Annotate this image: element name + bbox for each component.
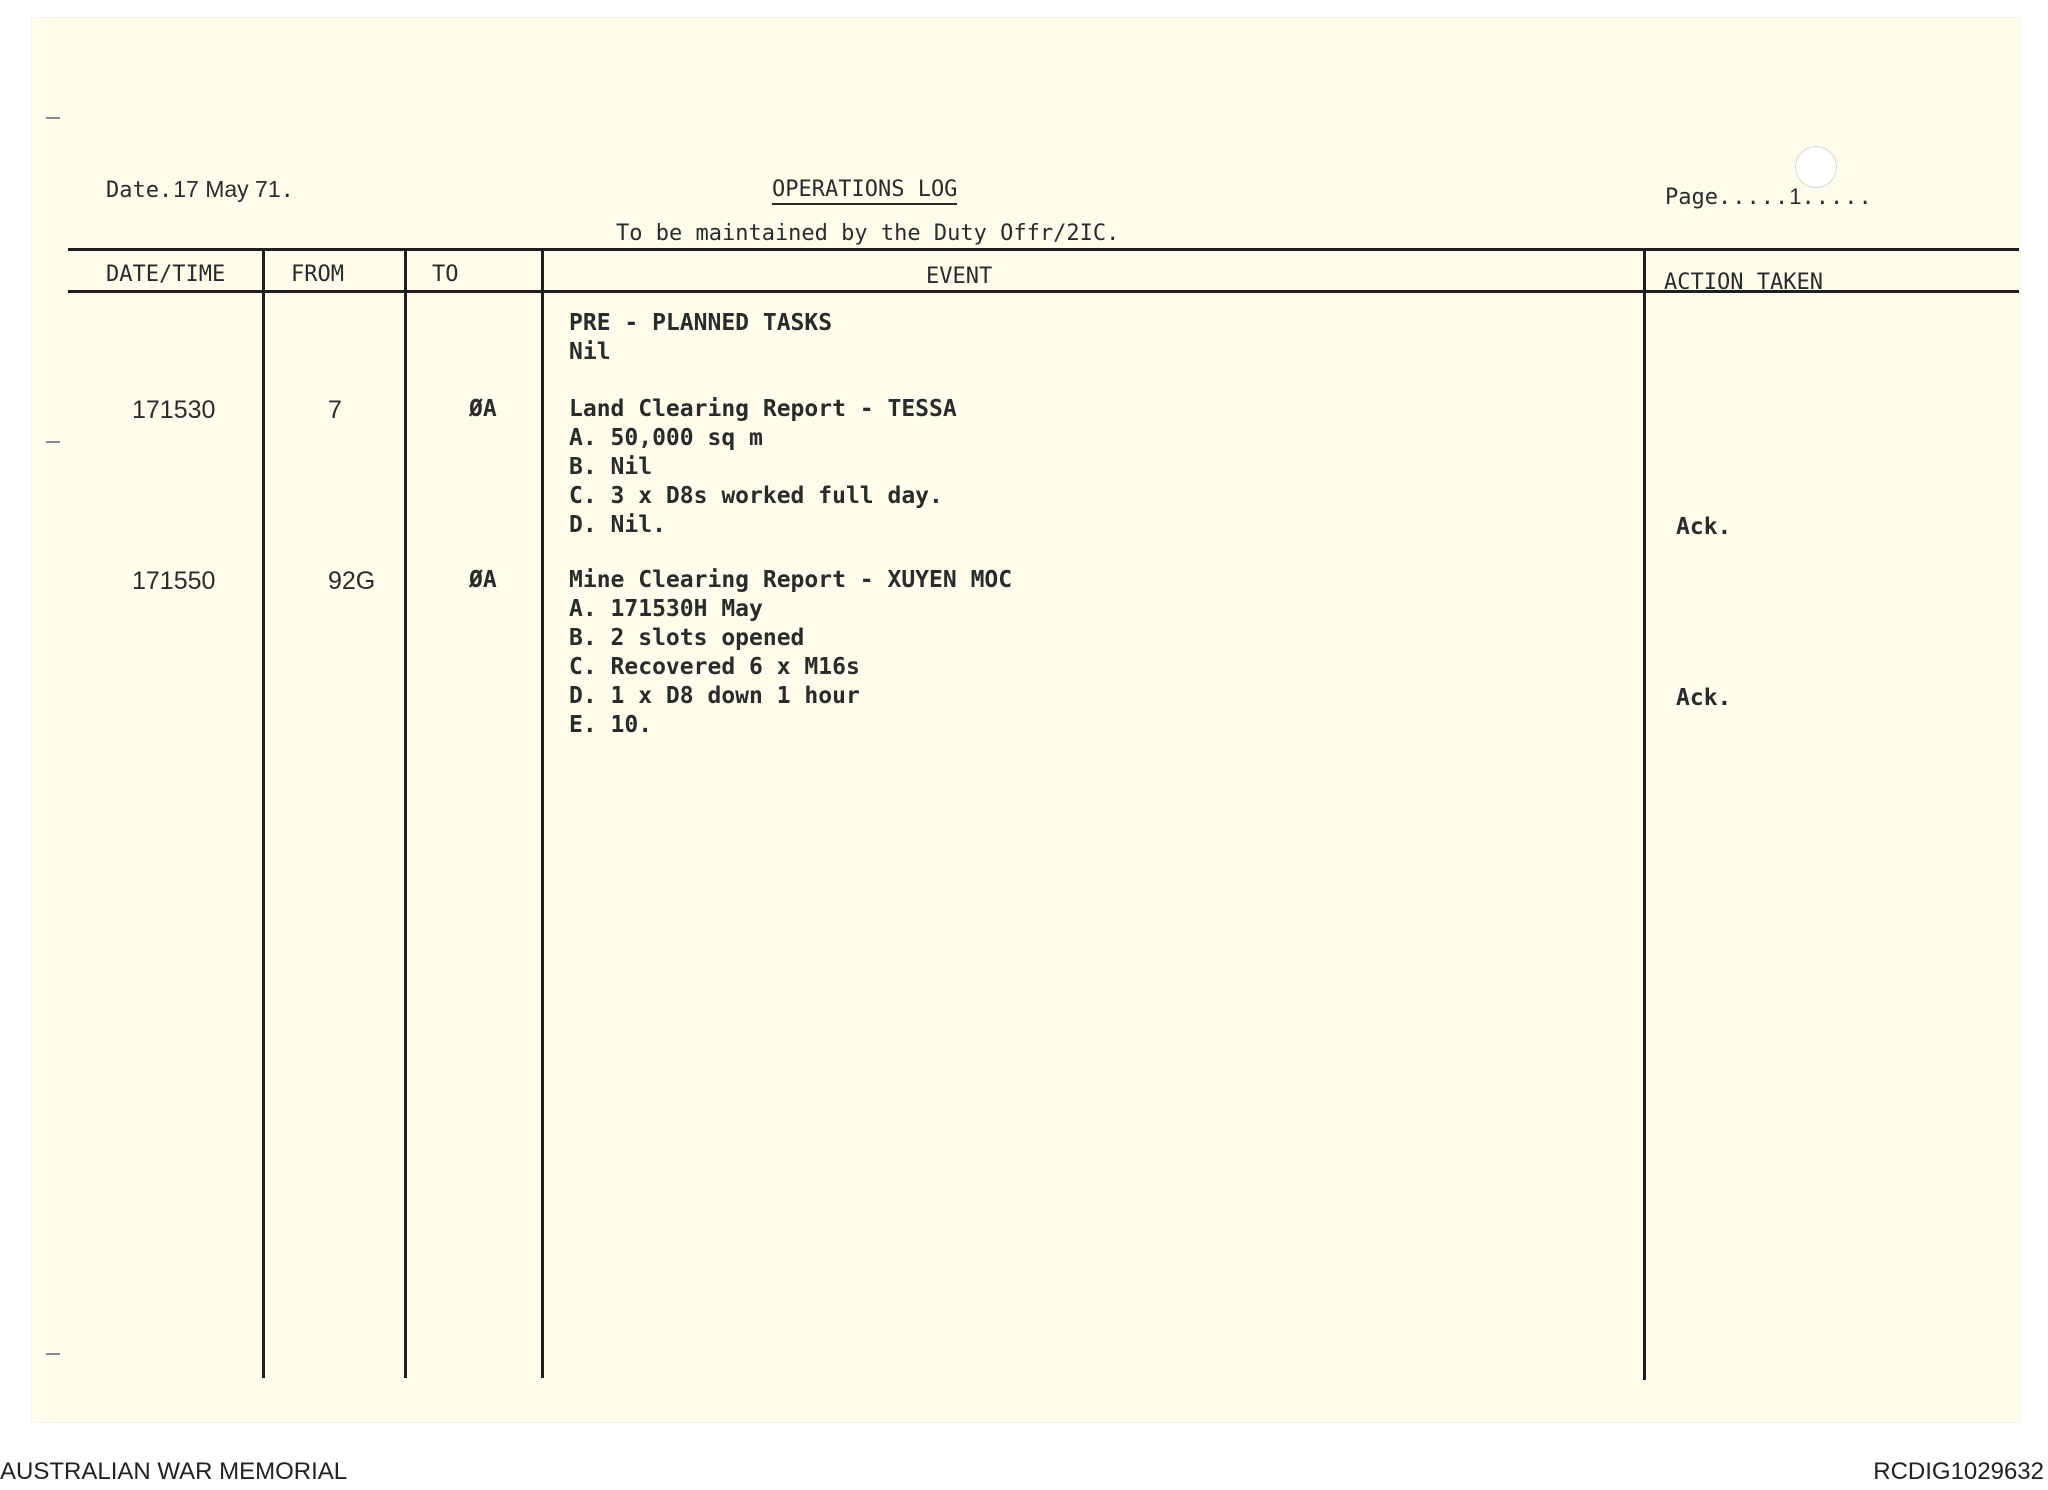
margin-mark: [46, 117, 60, 119]
event-line: B. 2 slots opened: [569, 625, 805, 651]
event-line: Land Clearing Report - TESSA: [569, 396, 957, 422]
event-line: D. 1 x D8 down 1 hour: [569, 683, 860, 709]
entry-action: Ack.: [1676, 685, 1732, 711]
entry-datetime: 171550: [132, 567, 216, 595]
margin-mark: [46, 441, 60, 443]
entry-from: 7: [328, 396, 342, 424]
archive-credit: AUSTRALIAN WAR MEMORIAL: [0, 1458, 348, 1485]
page-subtitle: To be maintained by the Duty Offr/2IC.: [616, 221, 1120, 246]
entry-action: Ack.: [1676, 514, 1732, 540]
column-divider: [262, 248, 265, 1378]
column-header-datetime: DATE/TIME: [106, 262, 226, 287]
event-line: A. 171530H May: [569, 596, 763, 622]
event-line: E. 10.: [569, 712, 653, 738]
page-label: Page: [1665, 185, 1718, 210]
entry-from: 92G: [328, 567, 376, 595]
entry-to: ØA: [469, 396, 497, 422]
archive-reference: RCDIG1029632: [1873, 1458, 2044, 1485]
page-number-field: Page.....1.....: [1665, 184, 1873, 210]
event-line: PRE - PLANNED TASKS: [569, 310, 833, 336]
column-divider: [541, 248, 544, 1378]
column-divider: [1643, 248, 1646, 1380]
page-number: 1: [1789, 184, 1802, 209]
event-line: C. 3 x D8s worked full day.: [569, 483, 943, 509]
margin-mark: [46, 1353, 60, 1355]
date-value: 17 May 71: [173, 176, 281, 202]
event-line: Nil: [569, 339, 611, 365]
event-line: C. Recovered 6 x M16s: [569, 654, 860, 680]
column-header-from: FROM: [291, 262, 344, 287]
page-title-text: OPERATIONS LOG: [772, 177, 957, 205]
entry-datetime: 171530: [132, 396, 216, 424]
event-line: B. Nil: [569, 454, 653, 480]
page-title: [772, 177, 957, 202]
column-header-event: EVENT: [926, 264, 993, 289]
date-field: Date.17 May 71.: [106, 176, 295, 203]
column-header-action: ACTION TAKEN: [1664, 270, 1823, 295]
punch-hole: [1795, 146, 1837, 188]
column-divider: [404, 248, 407, 1378]
event-line: Mine Clearing Report - XUYEN MOC: [569, 567, 1013, 593]
entry-to: ØA: [469, 567, 497, 593]
date-label: Date: [106, 178, 159, 203]
table-top-rule: [68, 248, 2019, 251]
event-line: D. Nil.: [569, 512, 666, 538]
event-line: A. 50,000 sq m: [569, 425, 763, 451]
column-header-to: TO: [432, 262, 459, 287]
